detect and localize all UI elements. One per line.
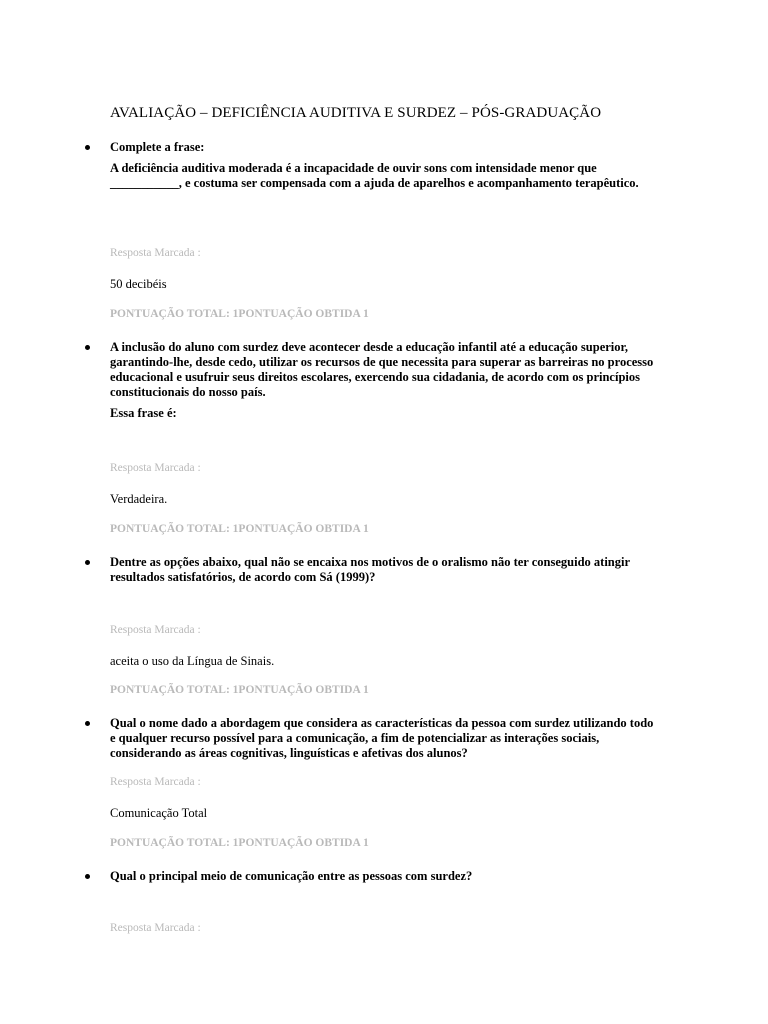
answer-label: Resposta Marcada :	[110, 922, 201, 934]
answer-text: aceita o uso da Língua de Sinais.	[110, 654, 275, 668]
question-item	[110, 140, 655, 191]
question-item	[110, 869, 655, 884]
bullet-icon	[85, 721, 90, 726]
answer-text: Comunicação Total	[110, 806, 208, 820]
question-item	[110, 555, 655, 585]
question-item	[110, 340, 655, 421]
question-text: Qual o principal meio de comunicação entre as pessoas com surdez?	[110, 869, 473, 883]
document-title: AVALIAÇÃO – DEFICIÊNCIA AUDITIVA E SURDEZ – PÓS-GRADUAÇÃO	[110, 105, 602, 121]
bullet-icon	[85, 874, 90, 879]
answer-label: Resposta Marcada :	[110, 462, 201, 474]
score-text: PONTUAÇÃO TOTAL: 1PONTUAÇÃO OBTIDA 1	[110, 837, 369, 849]
question-text: Complete a frase:	[110, 140, 205, 154]
answer-text: 50 decibéis	[110, 277, 167, 291]
score-text: PONTUAÇÃO TOTAL: 1PONTUAÇÃO OBTIDA 1	[110, 523, 369, 535]
question-text: A inclusão do aluno com surdez deve acontecer desde a educação infantil até a educação superior, garantindo-lhe, desde cedo, utilizar os recursos de que necessita para superar as barreiras no processo educacional e usufruir seus direitos escolares, exercendo sua cidadania, de acordo com os princípios constitucionais do nosso país.	[110, 340, 654, 399]
score-text: PONTUAÇÃO TOTAL: 1PONTUAÇÃO OBTIDA 1	[110, 684, 369, 696]
bullet-icon	[85, 145, 90, 150]
answer-label: Resposta Marcada :	[110, 247, 201, 259]
bullet-icon	[85, 345, 90, 350]
answer-text: Verdadeira.	[110, 492, 168, 506]
question-text: Essa frase é:	[110, 406, 177, 420]
bullet-icon	[85, 560, 90, 565]
question-item	[110, 716, 655, 761]
question-text: Qual o nome dado a abordagem que considera as características da pessoa com surdez utilizando todo e qualquer recurso possível para a comunicação, a fim de potencializar as interações sociais, considerando as áreas cognitivas, linguísticas e afetivas dos alunos?	[110, 716, 654, 760]
score-text: PONTUAÇÃO TOTAL: 1PONTUAÇÃO OBTIDA 1	[110, 308, 369, 320]
answer-label: Resposta Marcada :	[110, 624, 201, 636]
question-text: A deficiência auditiva moderada é a incapacidade de ouvir sons com intensidade menor que ___________, e costuma ser compensada com a ajuda de aparelhos e acompanhamento terapêutico.	[110, 161, 639, 190]
answer-label: Resposta Marcada :	[110, 776, 201, 788]
question-text: Dentre as opções abaixo, qual não se encaixa nos motivos de o oralismo não ter conseguido atingir resultados satisfatórios, de acordo com Sá (1999)?	[110, 555, 630, 584]
